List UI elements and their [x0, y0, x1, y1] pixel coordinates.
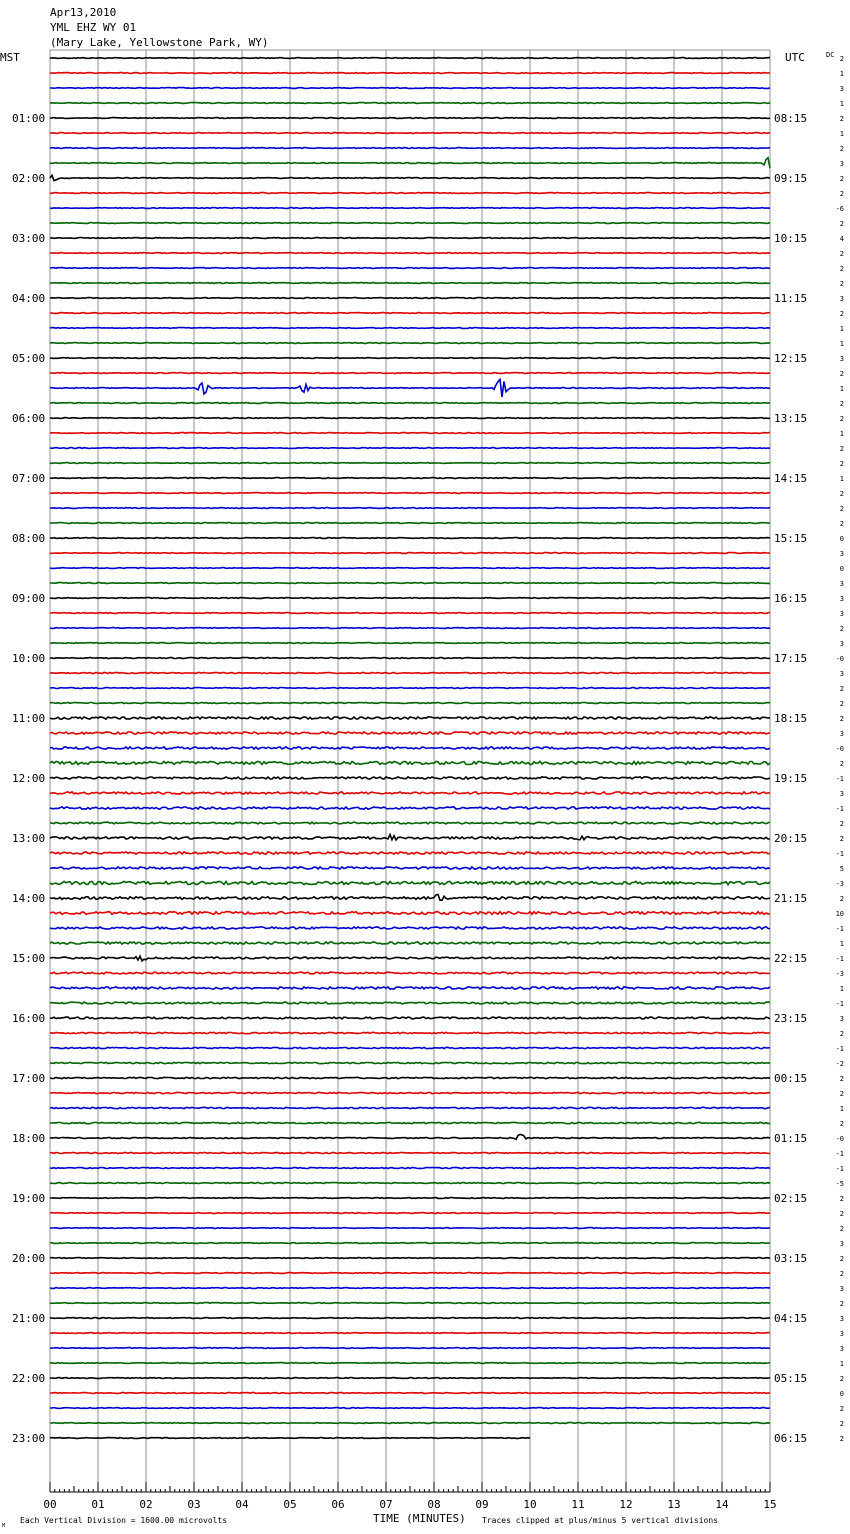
mst-hour-label: 09:00 — [12, 592, 46, 605]
trace-row — [50, 523, 770, 524]
mst-hour-label: 12:00 — [12, 772, 46, 785]
trace-row — [50, 1168, 770, 1169]
trace-row — [50, 58, 770, 59]
utc-hour-label: 02:15 — [774, 1192, 808, 1205]
trace-row — [50, 912, 770, 915]
trace-row — [50, 822, 770, 824]
mst-hour-labels — [12, 112, 45, 1445]
dc-offset-value: 3 — [839, 295, 844, 303]
trace-row — [50, 433, 770, 434]
trace-row — [50, 1288, 770, 1289]
utc-hour-label: 00:15 — [774, 1072, 808, 1085]
dc-offset-value: -1 — [835, 925, 844, 933]
utc-hour-label: 09:15 — [774, 172, 808, 185]
dc-offset-value: 2 — [839, 310, 844, 318]
dc-offset-value: 3 — [839, 670, 844, 678]
mst-hour-label: 16:00 — [12, 1012, 46, 1025]
trace-row — [50, 792, 770, 794]
dc-offset-value: 2 — [839, 760, 844, 768]
x-tick-label: 06 — [331, 1498, 345, 1511]
dc-offset-value: -2 — [835, 1060, 844, 1068]
trace-row — [50, 1303, 770, 1304]
mst-hour-label: 21:00 — [12, 1312, 46, 1325]
dc-offset-value: 2 — [839, 490, 844, 498]
x-tick-label: 11 — [571, 1498, 585, 1511]
trace-row — [50, 613, 770, 614]
dc-offset-value: 2 — [839, 700, 844, 708]
dc-offset-value: 3 — [839, 1285, 844, 1293]
trace-row — [50, 1243, 770, 1244]
trace-row — [50, 852, 770, 854]
trace-row — [50, 1363, 770, 1364]
trace-row — [50, 238, 770, 239]
trace-row — [50, 283, 770, 284]
mst-hour-label: 08:00 — [12, 532, 46, 545]
x-tick-label: 03 — [187, 1498, 201, 1511]
dc-offset-value: 2 — [839, 1255, 844, 1263]
trace-row — [50, 1258, 770, 1259]
dc-offset-value: 10 — [835, 910, 844, 918]
dc-offset-value: 2 — [839, 250, 844, 258]
dc-offset-value: 3 — [839, 595, 844, 603]
dc-offset-value: 2 — [839, 1030, 844, 1038]
dc-offset-value: 3 — [839, 1315, 844, 1323]
dc-offset-value: 1 — [839, 1105, 844, 1113]
x-tick-label: 05 — [283, 1498, 297, 1511]
utc-hour-label: 21:15 — [774, 892, 808, 905]
trace-row — [50, 1438, 530, 1439]
dc-offset-value: 2 — [839, 1225, 844, 1233]
trace-row — [50, 1408, 770, 1409]
left-timezone-label: MST — [0, 51, 20, 64]
dc-offset-value: 2 — [839, 625, 844, 633]
trace-row — [50, 807, 770, 809]
trace-row — [50, 313, 770, 314]
trace-row — [50, 158, 770, 169]
mst-hour-label: 23:00 — [12, 1432, 46, 1445]
dc-offset-value: 2 — [839, 1195, 844, 1203]
trace-row — [50, 508, 770, 509]
trace-row — [50, 538, 770, 539]
trace-row — [50, 1047, 770, 1048]
utc-hour-label: 14:15 — [774, 472, 808, 485]
dc-offset-value: 3 — [839, 1345, 844, 1353]
trace-row — [50, 987, 770, 989]
trace-row — [50, 598, 770, 599]
dc-offset-value: 2 — [839, 520, 844, 528]
dc-offset-value: 2 — [839, 400, 844, 408]
dc-offset-value: 1 — [839, 1360, 844, 1368]
dc-offset-value: 2 — [839, 820, 844, 828]
x-tick-label: 13 — [667, 1498, 681, 1511]
trace-row — [50, 1333, 770, 1334]
mst-hour-label: 14:00 — [12, 892, 46, 905]
right-timezone-label: UTC — [785, 51, 805, 64]
trace-row — [50, 1002, 770, 1004]
trace-row — [50, 1135, 770, 1140]
seismogram-traces — [50, 58, 770, 1439]
trace-row — [50, 747, 770, 749]
dc-offset-value: 1 — [839, 940, 844, 948]
trace-row — [50, 628, 770, 629]
mst-hour-label: 20:00 — [12, 1252, 46, 1265]
utc-hour-label: 15:15 — [774, 532, 808, 545]
dc-offset-value: -0 — [835, 655, 844, 663]
dc-offset-value: 3 — [839, 730, 844, 738]
dc-offset-value: 2 — [839, 1270, 844, 1278]
dc-offset-value: 1 — [839, 385, 844, 393]
dc-offset-value: 2 — [839, 1405, 844, 1413]
dc-offset-value: -6 — [835, 205, 844, 213]
scale-note: Each Vertical Division = 1600.00 microvolts — [20, 1516, 228, 1525]
dc-offset-value: -1 — [835, 850, 844, 858]
utc-hour-label: 10:15 — [774, 232, 808, 245]
dc-offset-value: 1 — [839, 100, 844, 108]
trace-row — [50, 1393, 770, 1394]
utc-hour-label: 01:15 — [774, 1132, 808, 1145]
mst-hour-label: 02:00 — [12, 172, 46, 185]
header-date: Apr13,2010 — [50, 6, 117, 19]
utc-hour-label: 22:15 — [774, 952, 808, 965]
mst-hour-label: 15:00 — [12, 952, 46, 965]
trace-row — [50, 1077, 770, 1078]
dc-offset-value: 1 — [839, 475, 844, 483]
trace-row — [50, 175, 770, 180]
dc-offset-value: -1 — [835, 1150, 844, 1158]
dc-offset-value: -1 — [835, 1000, 844, 1008]
dc-offset-value: 2 — [839, 415, 844, 423]
mst-hour-label: 19:00 — [12, 1192, 46, 1205]
dc-offset-value: -0 — [835, 745, 844, 753]
dc-offset-value: 2 — [839, 145, 844, 153]
trace-row — [50, 1348, 770, 1349]
trace-row — [50, 103, 770, 104]
utc-hour-label: 08:15 — [774, 112, 808, 125]
dc-offset-value: -1 — [835, 775, 844, 783]
mst-hour-label: 22:00 — [12, 1372, 46, 1385]
utc-hour-label: 11:15 — [774, 292, 808, 305]
trace-row — [50, 894, 770, 900]
dc-offset-value: -3 — [835, 880, 844, 888]
dc-offset-value: 2 — [839, 685, 844, 693]
minute-gridlines — [50, 50, 770, 1492]
dc-offset-value: 1 — [839, 430, 844, 438]
utc-hour-label: 05:15 — [774, 1372, 808, 1385]
trace-row — [50, 418, 770, 419]
dc-offset-value: 0 — [839, 535, 844, 543]
dc-offset-value: 3 — [839, 355, 844, 363]
dc-offset-value: 2 — [839, 895, 844, 903]
trace-row — [50, 956, 770, 961]
mst-hour-label: 06:00 — [12, 412, 46, 425]
dc-offset-value: 2 — [839, 1435, 844, 1443]
mst-hour-label: 17:00 — [12, 1072, 46, 1085]
trace-row — [50, 373, 770, 374]
x-tick-label: 14 — [715, 1498, 729, 1511]
trace-row — [50, 1183, 770, 1184]
dc-offset-value: 2 — [839, 190, 844, 198]
trace-row — [50, 358, 770, 359]
dc-offset-value: 2 — [839, 55, 844, 63]
clip-note: Traces clipped at plus/minus 5 vertical divisions — [482, 1516, 719, 1525]
dc-offset-value: 1 — [839, 340, 844, 348]
trace-row — [50, 761, 770, 764]
dc-offset-value: 2 — [839, 1090, 844, 1098]
utc-hour-label: 17:15 — [774, 652, 808, 665]
dc-offset-value: 2 — [839, 1300, 844, 1308]
trace-row — [50, 148, 770, 149]
dc-offset-value: -5 — [835, 1180, 844, 1188]
dc-offset-value: 0 — [839, 565, 844, 573]
x-tick-label: 07 — [379, 1498, 393, 1511]
utc-hour-label: 13:15 — [774, 412, 808, 425]
dc-offset-value: 1 — [839, 325, 844, 333]
trace-row — [50, 643, 770, 644]
trace-row — [50, 1318, 770, 1319]
time-axis — [43, 1482, 776, 1511]
dc-offset-value: -3 — [835, 970, 844, 978]
trace-row — [50, 881, 770, 884]
utc-hour-label: 04:15 — [774, 1312, 808, 1325]
trace-row — [50, 403, 770, 404]
dc-offset-value: 2 — [839, 1420, 844, 1428]
mst-hour-label: 03:00 — [12, 232, 46, 245]
trace-row — [50, 1107, 770, 1108]
trace-row — [50, 568, 770, 569]
trace-row — [50, 942, 770, 944]
trace-row — [50, 379, 770, 397]
trace-row — [50, 463, 770, 464]
dc-offset-value: 3 — [839, 550, 844, 558]
trace-row — [50, 835, 770, 840]
trace-row — [50, 717, 770, 719]
trace-row — [50, 583, 770, 584]
trace-row — [50, 1092, 770, 1093]
trace-row — [50, 328, 770, 329]
corner-mark: M — [2, 1523, 6, 1529]
trace-row — [50, 1213, 770, 1214]
trace-row — [50, 1198, 770, 1199]
trace-row — [50, 118, 770, 119]
dc-offset-value: -0 — [835, 1135, 844, 1143]
trace-row — [50, 867, 770, 869]
trace-row — [50, 688, 770, 689]
dc-offset-value: 5 — [839, 865, 844, 873]
dc-offset-value: 2 — [839, 220, 844, 228]
trace-row — [50, 927, 770, 929]
header-station: YML EHZ WY 01 — [50, 21, 137, 34]
trace-row — [50, 1153, 770, 1154]
trace-row — [50, 703, 770, 704]
trace-row — [50, 478, 770, 479]
dc-offset-value: 2 — [839, 445, 844, 453]
trace-row — [50, 193, 770, 194]
utc-hour-label: 12:15 — [774, 352, 808, 365]
utc-hour-label: 18:15 — [774, 712, 808, 725]
trace-row — [50, 553, 770, 554]
trace-row — [50, 493, 770, 494]
trace-row — [50, 1423, 770, 1424]
mst-hour-label: 11:00 — [12, 712, 46, 725]
utc-hour-label: 23:15 — [774, 1012, 808, 1025]
dc-offset-value: 2 — [839, 835, 844, 843]
trace-row — [50, 1062, 770, 1063]
dc-offset-value: 4 — [839, 235, 844, 243]
dc-offset-value: 2 — [839, 280, 844, 288]
x-axis-title: TIME (MINUTES) — [373, 1512, 466, 1525]
mst-hour-label: 04:00 — [12, 292, 46, 305]
trace-row — [50, 343, 770, 344]
header-location: (Mary Lake, Yellowstone Park, WY) — [50, 36, 269, 49]
dc-offset-value: 2 — [839, 265, 844, 273]
x-tick-label: 02 — [139, 1498, 153, 1511]
mst-hour-label: 13:00 — [12, 832, 46, 845]
dc-offset-value: 2 — [839, 1075, 844, 1083]
dc-offset-value: 2 — [839, 1375, 844, 1383]
utc-hour-label: 20:15 — [774, 832, 808, 845]
trace-row — [50, 658, 770, 659]
dc-offset-value: -1 — [835, 805, 844, 813]
trace-row — [50, 88, 770, 89]
dc-offset-value: 2 — [839, 460, 844, 468]
dc-offset-value: 3 — [839, 790, 844, 798]
trace-row — [50, 1122, 770, 1123]
trace-row — [50, 777, 770, 779]
dc-offset-value: 0 — [839, 1390, 844, 1398]
dc-offset-value: 1 — [839, 130, 844, 138]
dc-offset-value: 3 — [839, 580, 844, 588]
dc-offset-value: 2 — [839, 370, 844, 378]
dc-offset-value: 3 — [839, 610, 844, 618]
utc-hour-label: 06:15 — [774, 1432, 808, 1445]
dc-offset-value: 1 — [839, 985, 844, 993]
mst-hour-label: 01:00 — [12, 112, 46, 125]
x-tick-label: 15 — [763, 1498, 777, 1511]
trace-row — [50, 208, 770, 209]
x-tick-label: 10 — [523, 1498, 537, 1511]
trace-row — [50, 298, 770, 299]
dc-offset-value: 2 — [839, 715, 844, 723]
trace-row — [50, 972, 770, 974]
trace-row — [50, 73, 770, 74]
x-tick-label: 09 — [475, 1498, 489, 1511]
trace-row — [50, 1378, 770, 1379]
utc-hour-label: 03:15 — [774, 1252, 808, 1265]
trace-row — [50, 673, 770, 674]
utc-hour-labels — [774, 112, 807, 1445]
dc-offset-value: 3 — [839, 1015, 844, 1023]
dc-offset-value: 2 — [839, 1210, 844, 1218]
trace-row — [50, 223, 770, 224]
dc-column-label: DC — [826, 51, 835, 59]
mst-hour-label: 10:00 — [12, 652, 46, 665]
x-tick-label: 00 — [43, 1498, 57, 1511]
mst-hour-label: 18:00 — [12, 1132, 46, 1145]
trace-row — [50, 448, 770, 449]
dc-offset-labels — [836, 55, 844, 1443]
dc-offset-value: 2 — [839, 115, 844, 123]
trace-row — [50, 732, 770, 734]
dc-offset-value: 3 — [839, 160, 844, 168]
utc-hour-label: 16:15 — [774, 592, 808, 605]
x-tick-label: 01 — [91, 1498, 105, 1511]
dc-offset-value: -1 — [835, 1165, 844, 1173]
trace-row — [50, 268, 770, 269]
x-tick-label: 04 — [235, 1498, 249, 1511]
mst-hour-label: 07:00 — [12, 472, 46, 485]
trace-row — [50, 133, 770, 134]
dc-offset-value: 2 — [839, 175, 844, 183]
trace-row — [50, 1273, 770, 1274]
trace-row — [50, 1032, 770, 1033]
mst-hour-label: 05:00 — [12, 352, 46, 365]
dc-offset-value: 3 — [839, 85, 844, 93]
dc-offset-value: -1 — [835, 1045, 844, 1053]
dc-offset-value: 2 — [839, 505, 844, 513]
dc-offset-value: 3 — [839, 1240, 844, 1248]
trace-row — [50, 1017, 770, 1019]
dc-offset-value: 2 — [839, 1120, 844, 1128]
x-tick-label: 08 — [427, 1498, 441, 1511]
x-tick-label: 12 — [619, 1498, 633, 1511]
dc-offset-value: 3 — [839, 1330, 844, 1338]
dc-offset-value: 3 — [839, 640, 844, 648]
utc-hour-label: 19:15 — [774, 772, 808, 785]
trace-row — [50, 253, 770, 254]
trace-row — [50, 1228, 770, 1229]
dc-offset-value: -1 — [835, 955, 844, 963]
dc-offset-value: 1 — [839, 70, 844, 78]
